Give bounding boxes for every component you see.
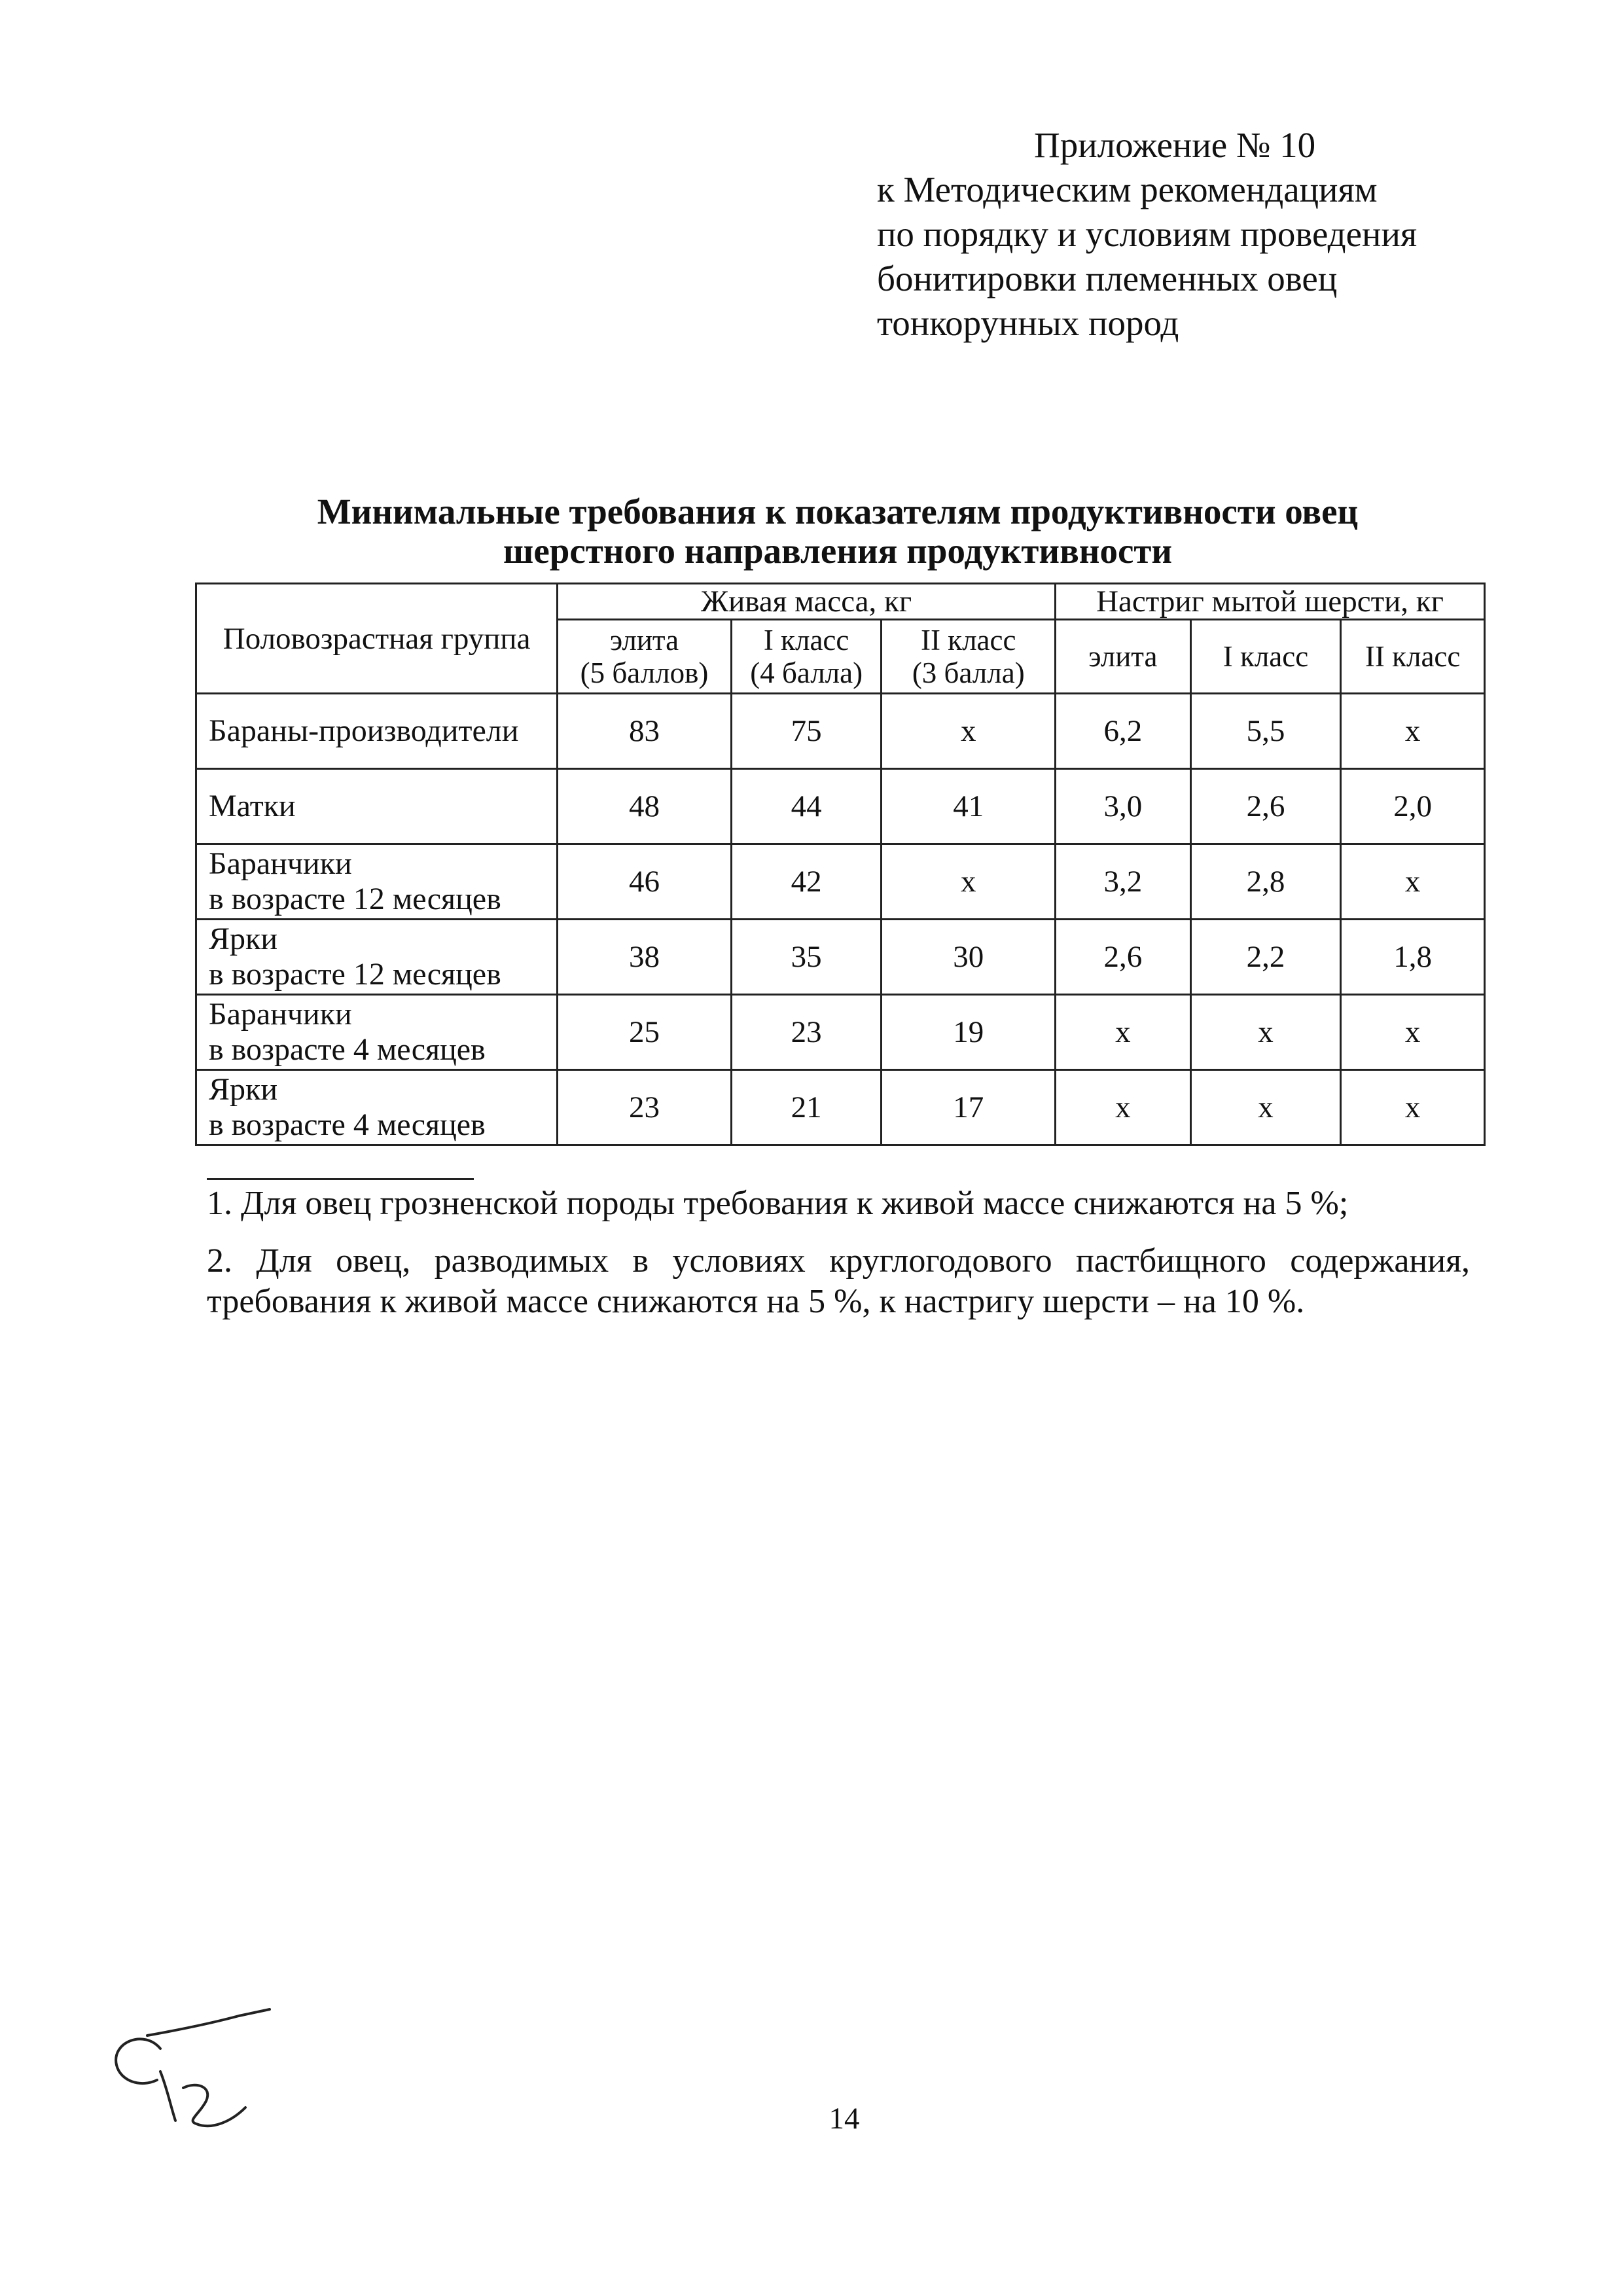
value-cell: х [1056, 1070, 1191, 1145]
live-mass-col-elite [558, 620, 732, 694]
appendix-line: бонитировки племенных овец [877, 259, 1338, 298]
group-column-header: Половозрастная группа [196, 584, 558, 694]
appendix-line: тонкорунных пород [877, 303, 1179, 343]
value-cell: х [1056, 995, 1191, 1070]
value-cell: 2,0 [1341, 769, 1485, 844]
value-cell: 38 [558, 920, 732, 995]
value-cell: 19 [882, 995, 1056, 1070]
live-mass-header: Живая масса, кг [558, 584, 1056, 620]
group-cell [196, 769, 558, 844]
value-cell: 2,8 [1190, 844, 1341, 920]
group-age: в возрасте 4 месяцев [209, 1107, 486, 1142]
class-name: II класс [921, 624, 1016, 656]
value-cell: 21 [731, 1070, 882, 1145]
requirements-table [195, 583, 1486, 1146]
page-number: 14 [829, 2102, 860, 2136]
footnote-2: 2. Для овец, разводимых в условиях круглогодового пастбищного содержания, требования к живой массе снижаются на 5 %, к настригу шерсти – на 10 %. [207, 1242, 1470, 1320]
value-cell: 3,2 [1056, 844, 1191, 920]
value-cell: 2,6 [1056, 920, 1191, 995]
footnotes [207, 1183, 1470, 1339]
value-cell: 30 [882, 920, 1056, 995]
table-row [196, 844, 1485, 920]
group-name: Бараны-производители [209, 713, 519, 748]
class-score: (3 балла) [912, 656, 1025, 689]
group-name: Ярки [209, 922, 278, 956]
document-title [183, 492, 1492, 571]
value-cell: 2,6 [1190, 769, 1341, 844]
group-age: в возрасте 12 месяцев [209, 882, 501, 916]
value-cell: 44 [731, 769, 882, 844]
group-cell [196, 995, 558, 1070]
value-cell: 46 [558, 844, 732, 920]
value-cell: 35 [731, 920, 882, 995]
appendix-line: по порядку и условиям проведения [877, 214, 1418, 254]
value-cell: 48 [558, 769, 732, 844]
value-cell: х [1341, 995, 1485, 1070]
class-name: элита [609, 624, 679, 656]
value-cell: х [1341, 844, 1485, 920]
value-cell: х [1190, 1070, 1341, 1145]
title-line-1: Минимальные требования к показателям продуктивности овец [317, 492, 1359, 531]
appendix-line: к Методическим рекомендациям [877, 170, 1378, 209]
live-mass-col-class-2 [882, 620, 1056, 694]
title-line-2: шерстного направления продуктивности [503, 531, 1173, 571]
handwritten-signature [98, 1990, 281, 2134]
value-cell: 5,5 [1190, 694, 1341, 769]
group-cell [196, 844, 558, 920]
value-cell: 41 [882, 769, 1056, 844]
table-row [196, 920, 1485, 995]
value-cell: 23 [731, 995, 882, 1070]
value-cell: 17 [882, 1070, 1056, 1145]
value-cell: х [1190, 995, 1341, 1070]
wool-col-class-1: I класс [1190, 620, 1341, 694]
value-cell: 75 [731, 694, 882, 769]
group-name: Баранчики [209, 997, 352, 1031]
group-name: Ярки [209, 1072, 278, 1107]
value-cell: х [1341, 694, 1485, 769]
class-score: (5 баллов) [580, 656, 709, 689]
table-row [196, 694, 1485, 769]
value-cell: 23 [558, 1070, 732, 1145]
group-cell [196, 1070, 558, 1145]
table-row [196, 1070, 1485, 1145]
table-row [196, 995, 1485, 1070]
group-cell [196, 920, 558, 995]
group-name: Баранчики [209, 846, 352, 881]
wool-col-class-2: II класс [1341, 620, 1485, 694]
table-row [196, 769, 1485, 844]
footnote-1: 1. Для овец грозненской породы требования к живой массе снижаются на 5 %; [207, 1185, 1349, 1222]
value-cell: 2,2 [1190, 920, 1341, 995]
group-cell [196, 694, 558, 769]
value-cell: 1,8 [1341, 920, 1485, 995]
group-name: Матки [209, 789, 296, 823]
value-cell: 42 [731, 844, 882, 920]
appendix-number: Приложение № 10 [1034, 125, 1316, 165]
group-age: в возрасте 4 месяцев [209, 1032, 486, 1067]
class-name: I класс [763, 624, 849, 656]
wool-clip-header: Настриг мытой шерсти, кг [1056, 584, 1485, 620]
value-cell: 83 [558, 694, 732, 769]
footnote-divider [207, 1178, 474, 1180]
wool-col-elite: элита [1056, 620, 1191, 694]
value-cell: 6,2 [1056, 694, 1191, 769]
value-cell: 25 [558, 995, 732, 1070]
value-cell: х [882, 694, 1056, 769]
group-age: в возрасте 12 месяцев [209, 957, 501, 992]
appendix-header [877, 123, 1584, 346]
live-mass-col-class-1 [731, 620, 882, 694]
value-cell: 3,0 [1056, 769, 1191, 844]
value-cell: х [882, 844, 1056, 920]
value-cell: х [1341, 1070, 1485, 1145]
class-score: (4 балла) [750, 656, 863, 689]
